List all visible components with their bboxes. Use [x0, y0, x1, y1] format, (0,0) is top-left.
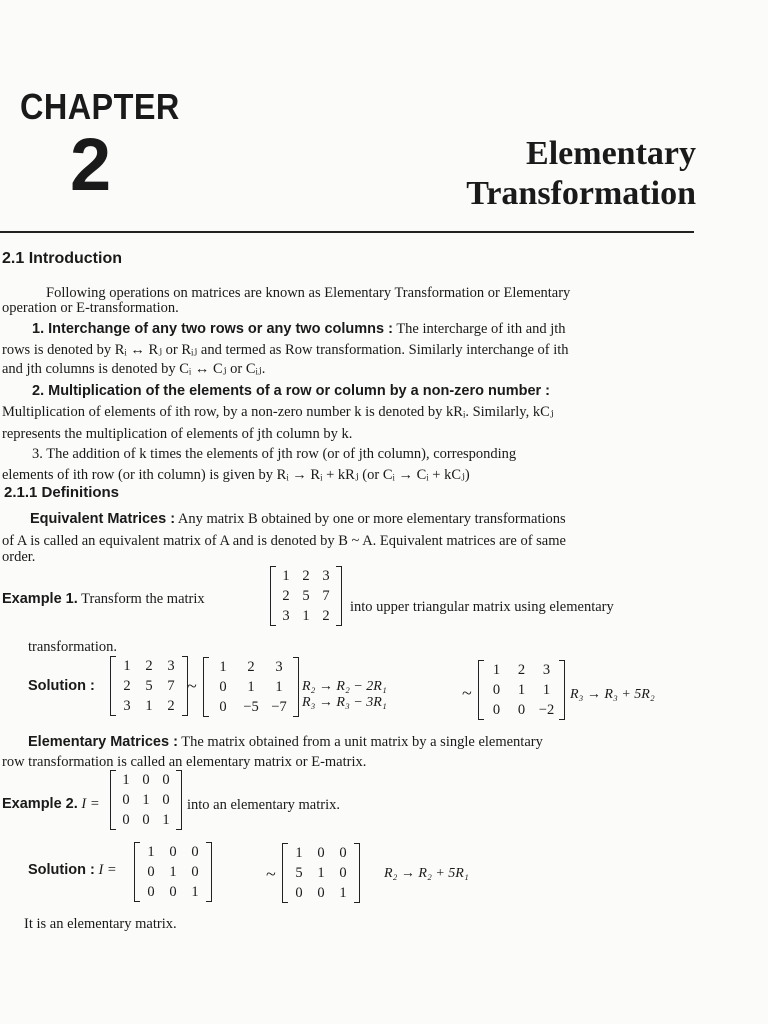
matrix-entry: −2	[538, 701, 555, 718]
example-2-conclusion: It is an elementary matrix.	[24, 916, 177, 932]
matrix-entry: 1	[492, 661, 501, 678]
matrix-row	[276, 606, 336, 626]
header-divider	[0, 231, 694, 233]
chapter-title-line2: Transformation	[466, 175, 696, 212]
matrix-row	[484, 660, 559, 680]
example-1-solution-label: Solution :	[28, 678, 95, 694]
item-1-heading: 1. Interchange of any two rows or any two columns :	[32, 321, 393, 337]
intro-line-2: operation or E-transformation.	[2, 300, 179, 316]
equivalent-line-2: of A is called an equivalent matrix of A and is denoted by B ~ A. Equivalent matrices are of same	[2, 533, 566, 549]
item-3-line-1: 3. The addition of k times the elements of jth row (or of jth column), corresponding	[32, 446, 517, 462]
matrix-entry: 3	[322, 567, 330, 584]
item-1-line-1	[32, 318, 732, 340]
equivalent-heading: Equivalent Matrices :	[30, 511, 176, 527]
example-2-identity-matrix	[110, 770, 182, 830]
example-1-matrix	[270, 566, 342, 626]
matrix-entry: 1	[169, 863, 177, 880]
item-1-line-1-text: The intercharge of ith and jth	[392, 321, 566, 337]
matrix-row	[209, 677, 293, 697]
chapter-title	[466, 134, 696, 214]
matrix-entry: 3	[542, 661, 551, 678]
matrix-entry: 1	[162, 811, 170, 828]
matrix-entry: 1	[302, 607, 310, 624]
matrix-row	[116, 676, 182, 696]
example-2-text-after: into an elementary matrix.	[187, 797, 341, 813]
matrix-entry: 2	[282, 587, 290, 604]
matrix-row	[116, 656, 182, 676]
matrix-entry: 0	[191, 863, 199, 880]
matrix-entry: 0	[219, 678, 227, 695]
matrix-entry: 5	[145, 677, 153, 694]
matrix-row	[209, 697, 293, 717]
matrix-entry: 1	[123, 657, 131, 674]
item-1-line-3: and jth columns is denoted by Cᵢ ↔ Cⱼ or Cᵢⱼ.	[2, 361, 266, 377]
example-2-solution-lhs: I =	[98, 862, 117, 878]
elementary-line-1	[28, 731, 728, 753]
matrix-entry: 0	[162, 791, 170, 808]
matrix-entry: 1	[275, 678, 283, 695]
matrix-entry: 0	[191, 843, 199, 860]
equivalent-line-1	[30, 508, 730, 530]
matrix-row	[288, 883, 354, 903]
matrix-entry: 5	[302, 587, 310, 604]
solution-1-op-3: R₃ → R₃ + 5R₂	[570, 687, 655, 702]
item-1-line-2: rows is denoted by Rᵢ ↔ Rⱼ or Rᵢⱼ and termed as Row transformation. Similarly interchange of ith	[2, 342, 569, 358]
example-2-label: Example 2.	[2, 796, 78, 812]
matrix-entry: 2	[123, 677, 131, 694]
matrix-entry: −5	[243, 698, 259, 715]
elementary-line-1-text: The matrix obtained from a unit matrix by a single elementary	[177, 734, 543, 750]
matrix-entry: 0	[142, 811, 150, 828]
equivalent-line-3: order.	[2, 549, 36, 565]
example-2-solution-label: Solution :	[28, 862, 95, 878]
matrix-entry: 0	[295, 884, 303, 901]
matrix-entry: −7	[271, 698, 287, 715]
matrix-entry: 0	[147, 863, 155, 880]
matrix-entry: 1	[339, 884, 347, 901]
matrix-entry: 0	[169, 843, 177, 860]
solution-2-result-matrix	[282, 843, 360, 903]
matrix-entry: 2	[145, 657, 153, 674]
matrix-entry: 0	[122, 791, 130, 808]
matrix-row	[276, 566, 336, 586]
matrix-entry: 0	[147, 883, 155, 900]
matrix-entry: 0	[339, 844, 347, 861]
solution-1-matrix	[110, 656, 188, 716]
chapter-title-line1: Elementary	[526, 135, 696, 172]
solution-1-step1-matrix	[203, 657, 299, 717]
matrix-entry: 1	[282, 567, 290, 584]
example-1-text-cont: transformation.	[28, 639, 117, 655]
section-heading-definitions: 2.1.1 Definitions	[4, 484, 120, 501]
matrix-entry: 1	[219, 658, 227, 675]
matrix-row	[288, 863, 354, 883]
matrix-entry: 3	[123, 697, 131, 714]
matrix-entry: 1	[517, 681, 526, 698]
matrix-entry: 0	[162, 771, 170, 788]
example-2-solution	[28, 862, 117, 879]
item-2-heading	[32, 380, 732, 402]
item-2-line-3: represents the multiplication of elements of jth column by k.	[2, 426, 353, 442]
tilde-symbol: ~	[266, 864, 276, 884]
matrix-entry: 0	[492, 701, 501, 718]
matrix-entry: 0	[219, 698, 227, 715]
matrix-row	[116, 770, 176, 790]
matrix-entry: 2	[247, 658, 255, 675]
matrix-entry: 1	[317, 864, 325, 881]
matrix-row	[140, 882, 206, 902]
matrix-row	[140, 862, 206, 882]
matrix-row	[276, 586, 336, 606]
solution-2-identity-matrix	[134, 842, 212, 902]
section-heading-introduction: 2.1 Introduction	[2, 250, 122, 267]
matrix-row	[116, 696, 182, 716]
elementary-heading: Elementary Matrices :	[28, 734, 178, 750]
item-2-line-2: Multiplication of elements of ith row, by a non-zero number k is denoted by kRᵢ. Similarly, kCⱼ	[2, 404, 554, 420]
matrix-row	[484, 700, 559, 720]
elementary-line-2: row transformation is called an elementary matrix or E-matrix.	[2, 754, 367, 770]
matrix-entry: 1	[145, 697, 153, 714]
equivalent-line-1-text: Any matrix B obtained by one or more elementary transformations	[175, 511, 566, 527]
item-2-heading-text: 2. Multiplication of the elements of a row or column by a non-zero number :	[32, 383, 551, 399]
matrix-entry: 1	[191, 883, 199, 900]
matrix-row	[140, 842, 206, 862]
example-2-lhs: I =	[81, 796, 100, 812]
matrix-entry: 1	[122, 771, 130, 788]
matrix-entry: 3	[167, 657, 175, 674]
solution-1-op-2: R₃ → R₃ − 3R₁	[302, 695, 387, 710]
matrix-entry: 5	[295, 864, 303, 881]
matrix-entry: 1	[295, 844, 303, 861]
matrix-entry: 3	[282, 607, 290, 624]
matrix-entry: 1	[147, 843, 155, 860]
matrix-entry: 0	[339, 864, 347, 881]
chapter-number: 2	[70, 123, 112, 206]
matrix-entry: 7	[322, 587, 330, 604]
tilde-symbol: ~	[462, 683, 472, 703]
matrix-row	[116, 810, 176, 830]
item-3-line-2: elements of ith row (or ith column) is given by Rᵢ → Rᵢ + kRⱼ (or Cᵢ → Cᵢ + kCⱼ)	[2, 467, 470, 483]
solution-1-step2-matrix	[478, 660, 565, 720]
matrix-entry: 0	[169, 883, 177, 900]
matrix-entry: 3	[275, 658, 283, 675]
example-1-text-before: Transform the matrix	[81, 591, 205, 607]
matrix-row	[209, 657, 293, 677]
matrix-entry: 1	[142, 791, 150, 808]
matrix-entry: 2	[302, 567, 310, 584]
matrix-entry: 7	[167, 677, 175, 694]
solution-2-op: R₂ → R₂ + 5R₁	[384, 866, 469, 881]
matrix-entry: 0	[317, 844, 325, 861]
example-1-text-after: into upper triangular matrix using elementary	[350, 599, 614, 615]
matrix-entry: 0	[142, 771, 150, 788]
matrix-entry: 0	[517, 701, 526, 718]
matrix-row	[116, 790, 176, 810]
matrix-entry: 1	[247, 678, 255, 695]
matrix-entry: 0	[122, 811, 130, 828]
matrix-entry: 0	[492, 681, 501, 698]
solution-1-op-1: R₂ → R₂ − 2R₁	[302, 679, 387, 694]
matrix-row	[288, 843, 354, 863]
chapter-label: CHAPTER	[20, 86, 180, 127]
tilde-symbol: ~	[187, 676, 197, 696]
matrix-entry: 0	[317, 884, 325, 901]
example-2-statement	[2, 793, 100, 815]
matrix-row	[484, 680, 559, 700]
intro-line-1: Following operations on matrices are known as Elementary Transformation or Elementary	[46, 285, 571, 301]
matrix-entry: 2	[322, 607, 330, 624]
matrix-entry: 2	[167, 697, 175, 714]
example-1-label: Example 1.	[2, 591, 78, 607]
matrix-entry: 1	[542, 681, 551, 698]
example-1-statement	[2, 588, 205, 610]
matrix-entry: 2	[517, 661, 526, 678]
